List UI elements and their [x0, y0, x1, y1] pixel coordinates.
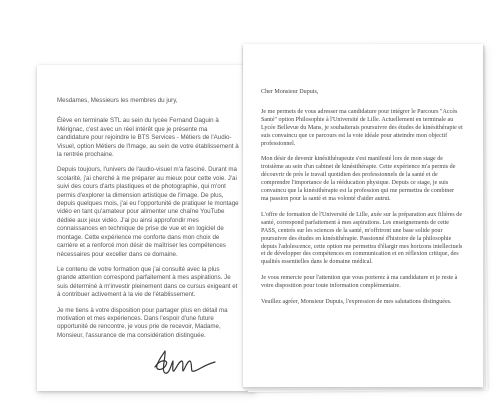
letter-paragraph: Veuillez agréer, Monsieur Dupuis, l'expression de mes salutations distinguées. — [261, 299, 452, 306]
letter-greeting: Cher Monsieur Dupuis, — [261, 89, 319, 95]
letter-paragraph: Élève en terminale STL au sein du lycée Fernand Daguin à Mérignac, c'est avec un réel intérêt que je présente ma candidature pour rejoindre le BTS Services - Métiers de l'Audio-Visuel, option Métiers de l'Image, au sein de votre établissement à la rentrée prochaine. — [57, 117, 239, 159]
handwritten-signature — [151, 347, 221, 381]
letter-paragraph: Depuis toujours, l'univers de l'audio-visuel m'a fasciné. Durant ma scolarité, j'ai cherché à me préparer au mieux pour cette voie. J'ai suivi des cours d'arts plastiques et de photographie, qui m'ont permis d'explorer la dimension artistique de l'image. De plus, depuis quelques mois, j'ai eu l'opportunité de pratiquer le montage vidéo en tant qu'amateur pour alimenter une chaîne YouTube dédiée aux jeux vidéo. J'ai pu ainsi approfondir mes connaissances en technique de prise de vue et en logiciel de montage. Cette expérience me conforte dans mon choix de carrière et a renforcé mon désir de maîtriser les compétences nécessaires pour exceller dans ce domaine. — [57, 166, 239, 258]
cover-letter-left — [37, 65, 255, 391]
letter-greeting: Mesdames, Messieurs les membres du jury, — [57, 97, 178, 104]
letter-paragraph: Le contenu de votre formation que j'ai consulté avec la plus grande attention correspond parfaitement à mes aspirations. Je suis déterminé à m'investir pleinement dans ce cursus exigeant et à contribuer activement à la vie de l'établissement. — [57, 265, 238, 299]
letter-paragraph: Mon désir de devenir kinésithérapeute s'est manifesté lors de mon stage de troisième au sein d'un cabinet de kinésithérapie. Cette expérience m'a permis de découvrir de près le travail quotidien des professionnels de la santé et de comprendre l'importance de la rééducation physique. Depuis ce stage, je suis convaincu que la kinésithérapie est la profession qui me permettra de combiner ma passion pour la santé et ma volonté d'aider autrui. — [261, 156, 456, 202]
letter-paragraph: L'offre de formation de l'Université de Lille, axée sur la préparation aux filières de santé, correspond parfaitement à mes aspirations. Les enseignements de cette PASS, centrés sur les sciences de la santé, m'offriront une base solide pour poursuivre des études en kinésithérapie. Passionné d'histoire de la philosophie depuis l'adolescence, cette option me permettra d'élargir mes horizons intellectuels et de développer des compétences en communication et en réflexion critique, des qualités essentielles dans le domaine médical. — [261, 211, 463, 266]
cover-letter-right — [243, 44, 483, 387]
letter-paragraph: Je me tiens à votre disposition pour partager plus en détail ma motivation et mes expériences. Dans l'espoir d'une future opportunité de rencontre, je vous prie de recevoir, Madame, Monsieur, l'assurance de ma considération distinguée. — [57, 306, 228, 339]
letter-paragraph: Je me permets de vous adresser ma candidature pour intégrer le Parcours "Accès Santé" option Philosophie à l'Université de Lille. Actuellement en terminale au Lycée Bellevue du Mans, je souhaiterais poursuivre des études de kinésithérapie et suis convaincu que ce parcours est la voie idéale pour atteindre mon objectif professionnel. — [261, 108, 463, 147]
letter-paragraph: Je vous remercie pour l'attention que vous porterez à ma candidature et je reste à votre disposition pour toute information complémentaire. — [261, 275, 458, 290]
